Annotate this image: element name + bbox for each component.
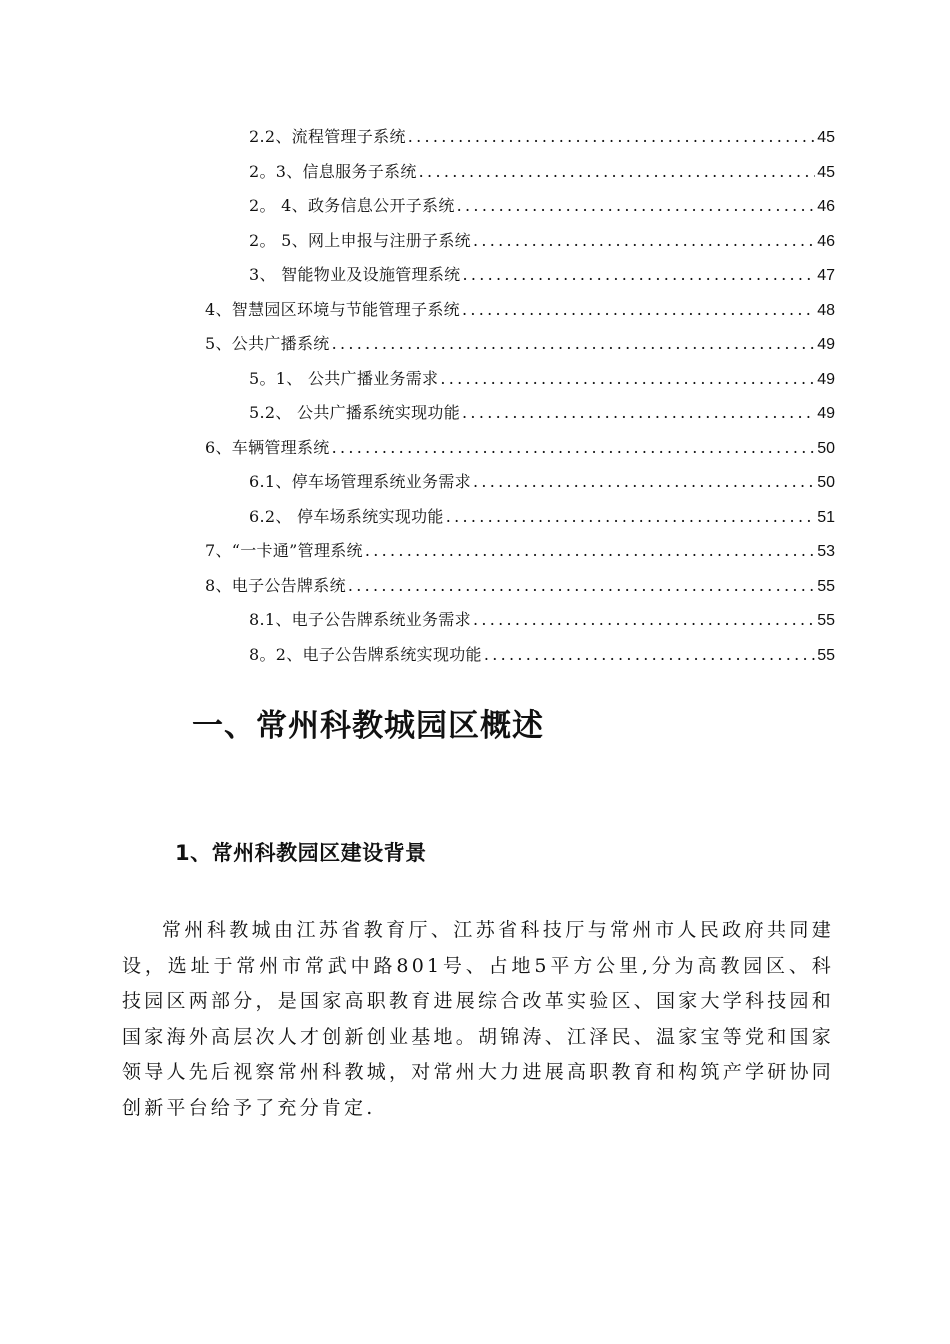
toc-leader-dots [484, 638, 815, 673]
toc-entry-title: 6.1、停车场管理系统业务需求 [249, 472, 471, 491]
toc-entry[interactable] [249, 189, 950, 224]
toc-leader-dots [332, 327, 816, 362]
toc-leader-dots [462, 396, 815, 431]
toc-entry-title: 7、“一卡通”管理系统 [205, 541, 363, 560]
toc-page-number: 45 [817, 129, 835, 146]
toc-entry[interactable] [249, 258, 950, 293]
toc-leader-dots [446, 500, 815, 535]
toc-page-number: 49 [817, 405, 835, 422]
toc-entry-title: 2。 5、网上申报与注册子系统 [249, 230, 471, 250]
toc-entry[interactable] [249, 362, 950, 397]
toc-page-number: 53 [817, 543, 835, 560]
toc-entry-title: 8.1、电子公告牌系统业务需求 [249, 610, 471, 629]
toc-page-number: 46 [817, 232, 835, 250]
toc-entry[interactable] [249, 120, 950, 155]
toc-entry-title: 4、智慧园区环境与节能管理子系统 [205, 299, 460, 319]
toc-entry[interactable] [249, 224, 950, 259]
toc-entry[interactable] [249, 155, 950, 190]
toc-entry-title: 6、车辆管理系统 [205, 437, 330, 457]
toc-page-number: 49 [817, 370, 835, 388]
toc-page-number: 55 [817, 612, 835, 629]
toc-page-number: 50 [817, 439, 835, 457]
toc-entry[interactable] [249, 638, 950, 673]
toc-entry-title: 8、电子公告牌系统 [205, 575, 346, 595]
toc-entry[interactable] [205, 293, 950, 328]
toc-entry-title: 5、公共广播系统 [205, 334, 330, 353]
toc-entry-title: 3、 智能物业及设施管理系统 [249, 265, 461, 284]
toc-leader-dots [408, 120, 815, 155]
toc-leader-dots [462, 293, 815, 328]
toc-page-number: 46 [817, 198, 835, 215]
toc-leader-dots [348, 569, 815, 604]
toc-entry-title: 8。2、电子公告牌系统实现功能 [249, 644, 482, 664]
toc-leader-dots [473, 224, 815, 259]
toc-entry[interactable] [205, 327, 950, 362]
subsection-heading: 1、常州科教园区建设背景 [175, 841, 427, 865]
toc-entry-title: 2。 4、政务信息公开子系统 [249, 196, 455, 215]
toc-entry[interactable] [249, 603, 950, 638]
toc-leader-dots [332, 431, 816, 466]
toc-entry[interactable] [205, 534, 950, 569]
toc-entry-title: 5。1、 公共广播业务需求 [249, 368, 439, 388]
section-heading: 一、常州科教城园区概述 [192, 708, 544, 744]
toc-page-number: 51 [817, 508, 835, 526]
toc-entry[interactable] [249, 396, 950, 431]
toc-page-number: 48 [817, 301, 835, 319]
toc-entry[interactable] [205, 569, 950, 604]
toc-leader-dots [457, 189, 816, 224]
toc-entry[interactable] [249, 465, 950, 500]
toc-entry-title: 5.2、 公共广播系统实现功能 [249, 403, 461, 422]
toc-page-number: 50 [817, 474, 835, 491]
toc-page-number: 55 [817, 646, 835, 664]
toc-leader-dots [440, 362, 815, 397]
toc-leader-dots [365, 534, 815, 569]
table-of-contents [0, 120, 950, 672]
toc-entry[interactable] [249, 500, 950, 535]
toc-entry-title: 2。3、信息服务子系统 [249, 161, 417, 181]
toc-leader-dots [462, 258, 815, 293]
toc-entry-title: 2.2、流程管理子系统 [249, 127, 406, 146]
toc-page-number: 49 [817, 336, 835, 353]
toc-entry-title: 6.2、 停车场系统实现功能 [249, 506, 444, 526]
toc-entry[interactable] [205, 431, 950, 466]
toc-page-number: 45 [817, 163, 835, 181]
toc-page-number: 47 [817, 267, 835, 284]
toc-page-number: 55 [817, 577, 835, 595]
toc-leader-dots [473, 465, 815, 500]
toc-leader-dots [473, 603, 815, 638]
body-paragraph: 常州科教城由江苏省教育厅、江苏省科技厅与常州市人民政府共同建设，选址于常州市常武中路801号、占地5平方公里,分为高教园区、科技园区两部分，是国家高职教育进展综合改革实验区、国家大学科技园和国家海外高层次人才创新创业基地。胡锦涛、江泽民、温家宝等党和国家领导人先后视察常州科教城，对常州大力进展高职教育和构筑产学研协同创新平台给予了充分肯定. [122, 919, 834, 1119]
toc-leader-dots [419, 155, 816, 190]
